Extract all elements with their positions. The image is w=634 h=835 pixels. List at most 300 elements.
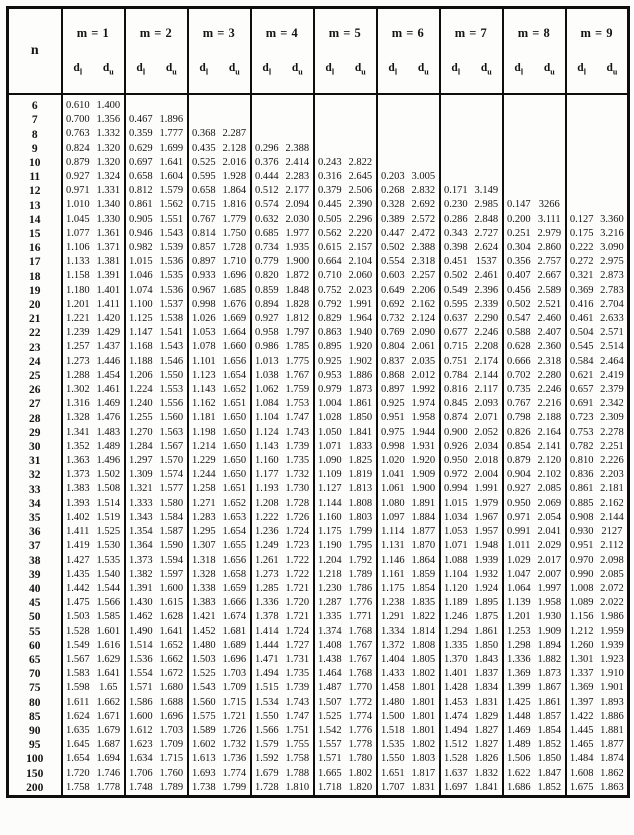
- du-value: 1.699: [159, 142, 184, 154]
- value-cell-m6: [377, 468, 440, 482]
- du-value: 2.102: [537, 469, 562, 481]
- value-cell-m4: [251, 142, 314, 156]
- du-value: 1.544: [96, 582, 121, 594]
- dl-value: 0.502: [506, 298, 531, 310]
- dl-value: 1.175: [317, 526, 342, 538]
- m-group-header-5: [314, 8, 377, 95]
- du-value: 3.149: [474, 185, 499, 197]
- value-cell-m5: [314, 454, 377, 468]
- dl-value: 1.474: [443, 710, 468, 722]
- dl-value: 0.379: [317, 185, 342, 197]
- du-label: $d_u$: [165, 62, 177, 77]
- value-cell-m5: [314, 170, 377, 184]
- dl-value: 1.645: [65, 739, 90, 751]
- dl-value: 1.507: [317, 696, 342, 708]
- du-value: 1.728: [285, 497, 310, 509]
- value-cell-m4: [251, 213, 314, 227]
- value-cell-m9: [566, 710, 629, 724]
- value-cell-m2: [125, 482, 188, 496]
- dl-value: 0.998: [380, 440, 405, 452]
- dl-value: 1.053: [191, 327, 216, 339]
- value-cell-m3: [188, 369, 251, 383]
- n-value: 22: [29, 327, 41, 340]
- dl-value: 0.588: [506, 327, 531, 339]
- du-value: 1.727: [285, 639, 310, 651]
- dl-value: 1.487: [317, 682, 342, 694]
- dl-value: 1.494: [254, 668, 279, 680]
- n-value: 13: [29, 199, 41, 212]
- du-label: $d_u$: [354, 62, 366, 77]
- value-cell-m8: [503, 284, 566, 298]
- du-value: 1.722: [285, 568, 310, 580]
- dl-value: 1.156: [569, 611, 594, 623]
- value-cell-m6: [377, 355, 440, 369]
- du-value: 1.848: [285, 284, 310, 296]
- value-cell-m1: [62, 767, 125, 781]
- m-label: m = 7: [454, 25, 488, 40]
- dl-value: 1.309: [128, 469, 153, 481]
- value-cell-m6: [377, 767, 440, 781]
- dl-value: 0.222: [569, 242, 594, 254]
- value-cell-m1: [62, 781, 125, 797]
- value-cell-m3: [188, 596, 251, 610]
- value-cell-m8: [503, 568, 566, 582]
- value-cell-m9: [566, 142, 629, 156]
- value-cell-m8: [503, 113, 566, 127]
- value-cell-m2: [125, 269, 188, 283]
- dl-value: 1.334: [380, 625, 405, 637]
- table-row: [8, 170, 629, 184]
- value-cell-m2: [125, 213, 188, 227]
- du-value: 1.760: [159, 767, 184, 779]
- value-cell-m3: [188, 781, 251, 797]
- dl-value: 0.127: [569, 213, 594, 225]
- dl-value: 1.020: [380, 455, 405, 467]
- value-cell-m7: [440, 383, 503, 397]
- du-value: 1.656: [222, 554, 247, 566]
- value-cell-m1: [62, 113, 125, 127]
- dl-value: 0.946: [128, 227, 153, 239]
- dl-value: 1.143: [254, 440, 279, 452]
- dl-value: 0.885: [569, 497, 594, 509]
- dl-value: 0.715: [191, 199, 216, 211]
- value-cell-m2: [125, 539, 188, 553]
- value-cell-m7: [440, 667, 503, 681]
- dl-value: 0.814: [191, 227, 216, 239]
- dl-value: 1.230: [317, 582, 342, 594]
- n-value: 90: [29, 725, 41, 738]
- du-value: 1.662: [96, 696, 121, 708]
- value-cell-m8: [503, 554, 566, 568]
- dl-value: 0.908: [569, 511, 594, 523]
- value-cell-m4: [251, 482, 314, 496]
- m-label: m = 8: [517, 25, 551, 40]
- dl-value: 1.748: [128, 781, 153, 793]
- value-cell-m9: [566, 625, 629, 639]
- dl-value: 1.602: [191, 739, 216, 751]
- du-value: 1.854: [411, 582, 436, 594]
- m-group-header-2: [125, 8, 188, 95]
- value-cell-m2: [125, 639, 188, 653]
- n-value: 36: [29, 526, 41, 539]
- value-cell-m7: [440, 255, 503, 269]
- du-label: $d_u$: [543, 62, 555, 77]
- value-cell-m9: [566, 610, 629, 624]
- dl-value: 1.244: [191, 469, 216, 481]
- dl-value: 1.158: [65, 270, 90, 282]
- n-value: 65: [29, 654, 41, 667]
- dl-value: 0.658: [128, 171, 153, 183]
- n-value: 7: [31, 114, 38, 127]
- du-value: 1.944: [411, 426, 436, 438]
- value-cell-m7: [440, 781, 503, 797]
- dl-value: 1.411: [66, 526, 90, 538]
- du-value: 1.535: [159, 270, 184, 282]
- dl-value: 1.419: [65, 540, 90, 552]
- du-value: 2.022: [600, 597, 624, 609]
- value-cell-m7: [440, 653, 503, 667]
- du-value: 1.650: [222, 469, 247, 481]
- du-value: 1.721: [222, 710, 247, 722]
- du-value: 1.641: [159, 625, 184, 637]
- du-value: 1.900: [285, 256, 310, 268]
- du-value: 2.975: [600, 256, 624, 268]
- dl-value: 1.550: [254, 710, 279, 722]
- value-cell-m2: [125, 227, 188, 241]
- du-value: 1.579: [159, 185, 184, 197]
- value-cell-m2: [125, 298, 188, 312]
- dl-value: 1.435: [65, 568, 90, 580]
- dl-value: 1.352: [65, 440, 90, 452]
- value-cell-m1: [62, 142, 125, 156]
- du-value: 1.928: [222, 171, 247, 183]
- value-cell-m4: [251, 127, 314, 141]
- dl-value: 1.034: [443, 511, 468, 523]
- dl-value: 0.753: [569, 426, 594, 438]
- value-cell-m2: [125, 710, 188, 724]
- dl-value: 1.518: [380, 724, 405, 736]
- value-cell-m4: [251, 582, 314, 596]
- du-value: 2.521: [537, 298, 562, 310]
- value-cell-m1: [62, 241, 125, 255]
- du-value: 1.895: [474, 597, 499, 609]
- n-value: 19: [29, 284, 41, 297]
- value-cell-m1: [62, 213, 125, 227]
- dl-value: 1.333: [128, 497, 153, 509]
- value-cell-m2: [125, 184, 188, 198]
- dl-value: 1.758: [65, 781, 90, 793]
- du-value: 1.577: [159, 483, 184, 495]
- dl-value: 1.249: [254, 540, 279, 552]
- du-value: 1.802: [348, 767, 373, 779]
- du-value: 2.052: [474, 426, 499, 438]
- value-cell-m1: [62, 511, 125, 525]
- value-cell-m8: [503, 312, 566, 326]
- value-cell-m3: [188, 639, 251, 653]
- du-value: 1.696: [222, 653, 247, 665]
- du-value: 1.797: [285, 327, 310, 339]
- du-value: 2.419: [600, 369, 624, 381]
- value-cell-m3: [188, 284, 251, 298]
- du-value: 2.360: [537, 341, 562, 353]
- du-value: 1.778: [96, 781, 121, 793]
- value-cell-m5: [314, 610, 377, 624]
- value-cell-m4: [251, 681, 314, 695]
- value-cell-m2: [125, 752, 188, 766]
- value-cell-m6: [377, 525, 440, 539]
- dl-value: 1.180: [65, 284, 90, 296]
- dl-value: 0.972: [443, 469, 468, 481]
- value-cell-m7: [440, 198, 503, 212]
- dl-value: 0.376: [254, 156, 279, 168]
- dl-value: 1.382: [128, 568, 153, 580]
- dl-value: 1.542: [317, 724, 342, 736]
- dl-value: 0.444: [254, 171, 279, 183]
- value-cell-m5: [314, 397, 377, 411]
- value-cell-m4: [251, 468, 314, 482]
- value-cell-m5: [314, 284, 377, 298]
- value-cell-m4: [251, 227, 314, 241]
- value-cell-m8: [503, 511, 566, 525]
- du-value: 1.789: [348, 568, 373, 580]
- du-value: 1.461: [96, 384, 121, 396]
- dl-value: 0.927: [254, 313, 279, 325]
- dl-value: 0.664: [317, 256, 342, 268]
- du-value: 1.332: [96, 128, 121, 140]
- value-cell-m2: [125, 241, 188, 255]
- value-cell-m1: [62, 127, 125, 141]
- value-cell-m1: [62, 610, 125, 624]
- dl-value: 1.525: [191, 668, 216, 680]
- dl-value: 1.077: [65, 227, 90, 239]
- du-value: 1.538: [159, 313, 184, 325]
- dl-value: 1.123: [191, 369, 216, 381]
- du-value: 2.572: [411, 213, 436, 225]
- du-value: 1.832: [474, 767, 499, 779]
- dl-value: 1.654: [65, 753, 90, 765]
- du-value: 1.948: [474, 540, 499, 552]
- du-value: 2.460: [537, 313, 562, 325]
- du-value: 1.320: [96, 142, 121, 154]
- dl-value: 1.718: [317, 781, 342, 793]
- dl-value: 0.621: [569, 369, 594, 381]
- dl-value: 1.050: [317, 426, 342, 438]
- value-cell-m8: [503, 539, 566, 553]
- dl-value: 0.784: [443, 369, 468, 381]
- value-cell-m7: [440, 426, 503, 440]
- m-group-header-7: [440, 8, 503, 95]
- table-row: [8, 539, 629, 553]
- table-row: [8, 198, 629, 212]
- dl-value: 0.710: [317, 270, 342, 282]
- value-cell-m9: [566, 213, 629, 227]
- value-cell-m1: [62, 326, 125, 340]
- du-value: 1.688: [159, 696, 184, 708]
- value-cell-m7: [440, 94, 503, 113]
- du-value: 1.870: [411, 540, 436, 552]
- value-cell-m4: [251, 241, 314, 255]
- value-cell-m5: [314, 497, 377, 511]
- value-cell-m2: [125, 511, 188, 525]
- du-value: 2.120: [537, 455, 562, 467]
- n-value: 15: [29, 227, 41, 240]
- n-value: 60: [29, 639, 41, 652]
- du-value: 1.679: [96, 724, 121, 736]
- dl-value: 0.304: [506, 242, 531, 254]
- du-value: 2.188: [537, 412, 562, 424]
- value-cell-m6: [377, 482, 440, 496]
- dl-value: 0.820: [254, 270, 279, 282]
- value-cell-m4: [251, 767, 314, 781]
- du-value: 1.324: [96, 171, 121, 183]
- dl-value: 1.428: [443, 682, 468, 694]
- value-cell-m2: [125, 468, 188, 482]
- du-value: 1.964: [348, 313, 373, 325]
- table-row: [8, 639, 629, 653]
- dl-value: 1.462: [128, 611, 153, 623]
- dl-value: 0.782: [569, 440, 594, 452]
- value-cell-m9: [566, 241, 629, 255]
- dl-value: 0.951: [569, 540, 594, 552]
- du-value: 1.835: [411, 597, 436, 609]
- du-value: 1.437: [96, 341, 121, 353]
- dl-value: 0.691: [569, 398, 594, 410]
- value-cell-m8: [503, 142, 566, 156]
- value-cell-m3: [188, 298, 251, 312]
- dl-value: 1.097: [380, 511, 405, 523]
- value-cell-m8: [503, 411, 566, 425]
- dl-value: 0.798: [506, 412, 531, 424]
- value-cell-m8: [503, 94, 566, 113]
- value-cell-m7: [440, 539, 503, 553]
- dl-value: 1.120: [443, 582, 468, 594]
- value-cell-m7: [440, 554, 503, 568]
- value-cell-m3: [188, 156, 251, 170]
- value-cell-m3: [188, 170, 251, 184]
- dl-value: 1.566: [254, 724, 279, 736]
- dl-value: 1.229: [191, 455, 216, 467]
- dl-value: 1.373: [128, 554, 153, 566]
- value-cell-m8: [503, 198, 566, 212]
- n-value: 31: [29, 455, 41, 468]
- value-cell-m8: [503, 454, 566, 468]
- du-value: 1.789: [159, 781, 184, 793]
- value-cell-m7: [440, 724, 503, 738]
- dl-value: 1.706: [128, 767, 153, 779]
- value-cell-m8: [503, 724, 566, 738]
- dl-value: 1.301: [569, 653, 594, 665]
- dl-value: 1.028: [317, 412, 342, 424]
- dl-value: 1.100: [128, 298, 153, 310]
- du-value: 1.735: [285, 668, 310, 680]
- dl-value: 1.612: [128, 724, 153, 736]
- dl-value: 0.752: [317, 284, 342, 296]
- dl-value: 1.404: [380, 653, 405, 665]
- dl-value: 1.201: [65, 298, 90, 310]
- du-value: 1.826: [474, 753, 499, 765]
- du-value: 1.812: [285, 313, 310, 325]
- m-label: m = 1: [76, 25, 110, 40]
- dl-value: 1.236: [254, 526, 279, 538]
- du-value: 2.144: [600, 511, 624, 523]
- du-value: 1.753: [285, 398, 310, 410]
- dl-value: 0.861: [569, 483, 594, 495]
- value-cell-m6: [377, 539, 440, 553]
- dl-value: 1.297: [128, 455, 153, 467]
- dl-value: 1.160: [254, 455, 279, 467]
- du-value: 1.979: [474, 497, 499, 509]
- du-value: 2.506: [348, 185, 373, 197]
- value-cell-m3: [188, 326, 251, 340]
- du-value: 1.776: [348, 724, 373, 736]
- value-cell-m4: [251, 426, 314, 440]
- dl-value: 0.628: [506, 341, 531, 353]
- value-cell-m3: [188, 454, 251, 468]
- value-cell-m9: [566, 94, 629, 113]
- du-value: 2.318: [411, 256, 436, 268]
- value-cell-m7: [440, 681, 503, 695]
- dl-value: 1.188: [128, 355, 153, 367]
- du-value: 1.864: [411, 554, 436, 566]
- value-cell-m9: [566, 312, 629, 326]
- du-value: 2.216: [537, 398, 562, 410]
- dl-value: 0.897: [380, 384, 405, 396]
- value-cell-m3: [188, 355, 251, 369]
- dl-value: 0.734: [254, 242, 279, 254]
- table-row: [8, 326, 629, 340]
- value-cell-m3: [188, 383, 251, 397]
- value-cell-m3: [188, 738, 251, 752]
- dl-value: 1.575: [191, 710, 216, 722]
- dl-value: 0.456: [506, 284, 531, 296]
- du-value: 1.723: [285, 540, 310, 552]
- value-cell-m9: [566, 738, 629, 752]
- du-value: 1.767: [348, 653, 373, 665]
- dl-value: 0.562: [317, 227, 342, 239]
- value-cell-m5: [314, 241, 377, 255]
- table-row: [8, 312, 629, 326]
- dl-value: 0.986: [254, 341, 279, 353]
- value-cell-m5: [314, 426, 377, 440]
- dl-value: 1.528: [65, 625, 90, 637]
- du-value: 1.519: [96, 511, 121, 523]
- du-value: 1.601: [96, 625, 121, 637]
- du-value: 2.290: [474, 313, 499, 325]
- du-value: 1.540: [96, 568, 121, 580]
- du-value: 1.779: [222, 213, 247, 225]
- value-cell-m1: [62, 227, 125, 241]
- n-value: 85: [29, 710, 41, 723]
- value-cell-m5: [314, 411, 377, 425]
- du-value: 1.768: [348, 625, 373, 637]
- value-cell-m5: [314, 752, 377, 766]
- du-value: 1.650: [222, 455, 247, 467]
- table-body: [8, 94, 629, 796]
- du-value: 2.388: [411, 242, 436, 254]
- value-cell-m7: [440, 340, 503, 354]
- dl-value: 0.461: [569, 313, 594, 325]
- du-value: 1.873: [348, 384, 373, 396]
- dl-value: 1.338: [191, 582, 216, 594]
- dl-value: 1.206: [128, 369, 153, 381]
- value-cell-m2: [125, 582, 188, 596]
- value-cell-m7: [440, 156, 503, 170]
- value-cell-m1: [62, 383, 125, 397]
- dl-value: 1.707: [380, 781, 405, 793]
- dl-label: $d_l$: [262, 62, 272, 77]
- value-cell-m9: [566, 170, 629, 184]
- du-value: 1.986: [600, 611, 624, 623]
